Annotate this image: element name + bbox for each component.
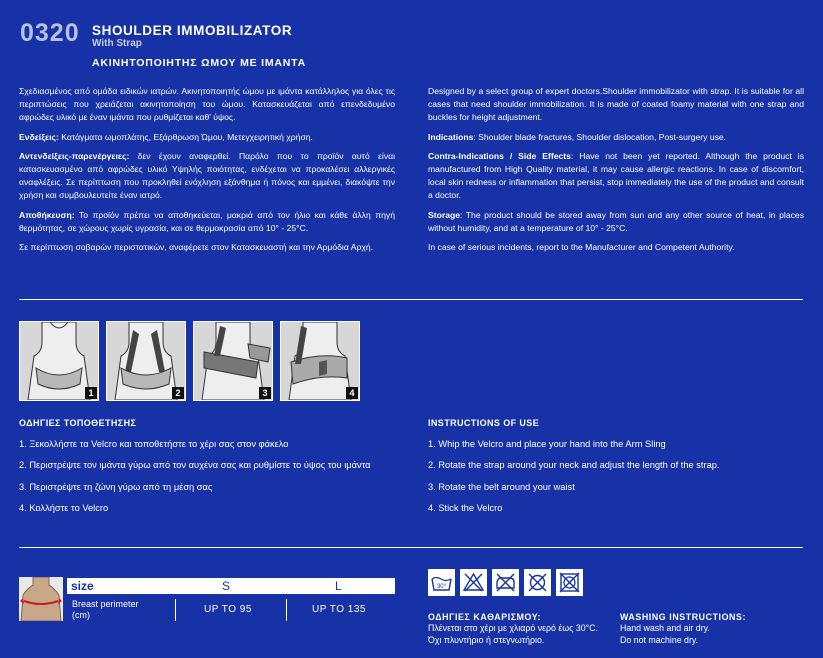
washing-english-line-1: Hand wash and air dry. bbox=[620, 623, 710, 633]
english-step-4: 4. Stick the Velcro bbox=[428, 502, 503, 513]
english-contra-text: : Have not been yet reported. Although the product is manufactured from High Quality material, it may cause allergic reactions. In case of discomfort, local skin redness or inflammation that persist, stop immediately the use of the product and consult a doctor. bbox=[428, 150, 804, 201]
divider-top bbox=[19, 299, 803, 300]
washing-greek-line-1: Πλένεται στο χέρι με χλιαρό νερό έως 30°C. bbox=[428, 623, 598, 633]
figure-2 bbox=[106, 321, 186, 401]
english-step-1: 1. Whip the Velcro and place your hand into the Arm Sling bbox=[428, 439, 666, 449]
no-bleach-icon bbox=[460, 569, 487, 596]
figure-3 bbox=[193, 321, 273, 401]
breast-perimeter-label: Breast perimeter bbox=[72, 599, 139, 609]
hand-wash-30-icon bbox=[428, 569, 455, 596]
greek-storage-label: Αποθήκευση: bbox=[19, 209, 75, 220]
instructions-english bbox=[428, 434, 720, 519]
washing-greek bbox=[428, 612, 598, 646]
divider-bottom bbox=[19, 547, 803, 548]
washing-greek-line-2: Όχι πλυντήριο ή στεγνωτήριο. bbox=[428, 635, 545, 645]
size-divider-1 bbox=[175, 599, 176, 621]
size-header: size bbox=[71, 579, 94, 593]
figure-4-number: 4 bbox=[346, 387, 358, 399]
english-indications-label: Indications bbox=[428, 131, 474, 142]
product-title-greek: ΑΚΙΝΗΤΟΠΟΙΗΤΗΣ ΩΜΟΥ ΜΕ ΙΜΑΝΤΑ bbox=[92, 57, 306, 69]
greek-contraindications bbox=[19, 150, 395, 203]
greek-storage bbox=[19, 209, 395, 235]
greek-contra-text: δεν έχουν αναφερθεί. Παρόλο που το προϊόν αυτό είναι κατασκευασμένο από αφρώδες υλικό Υψηλής ποιότητας, ενδέχεται να προκαλέσει αλλεργικές αναφλέξεις. Σε περίπτωση που προκληθεί ενόχληση εξάνθημα ή πόνος και εμμένει, διακόψτε την χρήση και συμβουλευτείτε έναν ιατρό. bbox=[19, 150, 395, 201]
size-l-value: UP TO 135 bbox=[312, 604, 366, 615]
greek-indications-text: Κατάγματα ωμοπλάτης, Εξάρθρωση Ώμου, Μετεγχειρητική χρήση. bbox=[58, 131, 313, 142]
product-title: SHOULDER IMMOBILIZATOR bbox=[92, 23, 293, 38]
english-step-2: 2. Rotate the strap around your neck and adjust the length of the strap. bbox=[428, 460, 720, 471]
greek-step-1: 1. Ξεκολλήστε τα Velcro και τοποθετήστε το χέρι σας στον φάκελο bbox=[19, 439, 289, 449]
english-storage-label: Storage bbox=[428, 209, 460, 220]
greek-step-4: 4. Κολλήστε το Velcro bbox=[19, 502, 109, 513]
size-header-row bbox=[67, 578, 395, 594]
greek-serious-incidents: Σε περίπτωση σοβαρών περιστατικών, αναφέρετε στον Κατασκευαστή και την Αρμόδια Αρχή. bbox=[19, 242, 374, 253]
greek-contra-label: Αντενδείξεις-παρενέργειες: bbox=[19, 150, 130, 161]
greek-intro: Σχεδιασμένος από ομάδα ειδικών ιατρών. Ακινητοποιητής ώμου με ιμάντα κατάλληλος για όλες τις περιπτώσεις που χρειάζεται ακινητοποίηση του ώμου. Κατασκευάζεται από επενδεδυμένο αφρώδες υλικό με έναν ιμάντα που ρυθμίζεται καθ' ύψος. bbox=[19, 86, 395, 123]
figure-3-number: 3 bbox=[259, 387, 271, 399]
figure-1-number: 1 bbox=[85, 387, 97, 399]
english-description bbox=[428, 85, 804, 260]
no-iron-icon bbox=[492, 569, 519, 596]
english-storage-text: : The product should be stored away from sun and any other source of heat, in places without humidity, and at a temperature of 10° - 25°C. bbox=[428, 209, 804, 233]
english-indications-text: : Shoulder blade fractures, Shoulder dislocation, Post-surgery use. bbox=[473, 131, 727, 142]
figure-2-number: 2 bbox=[172, 387, 184, 399]
instructions-title-english: INSTRUCTIONS OF USE bbox=[428, 418, 540, 428]
greek-indications-label: Ενδείξεις: bbox=[19, 131, 59, 142]
washing-title-greek: ΟΔΗΓΙΕΣ ΚΑΘΑΡΙΣΜΟΥ: bbox=[428, 612, 542, 622]
washing-english bbox=[620, 612, 746, 646]
greek-indications bbox=[19, 131, 395, 144]
no-dry-clean-icon bbox=[524, 569, 551, 596]
english-intro: Designed by a select group of expert doctors.Shoulder immobilizator with strap. It is suitable for all cases that need shoulder immobilization. It is made of coated foamy material with one strap and buckles for height adjustment. bbox=[428, 86, 804, 123]
english-contraindications bbox=[428, 150, 804, 203]
size-l-label: L bbox=[335, 579, 342, 593]
english-indications bbox=[428, 131, 804, 144]
product-code: 0320 bbox=[20, 19, 80, 47]
washing-english-line-2: Do not machine dry. bbox=[620, 635, 699, 645]
figure-4 bbox=[280, 321, 360, 401]
no-tumble-dry-icon bbox=[556, 569, 583, 596]
instructions-greek bbox=[19, 434, 371, 519]
size-s-label: S bbox=[222, 579, 231, 593]
size-divider-2 bbox=[286, 599, 287, 621]
english-contra-label: Contra-Indications / Side Effects bbox=[428, 150, 571, 161]
size-s-value: UP TO 95 bbox=[204, 604, 252, 615]
figure-1 bbox=[19, 321, 99, 401]
greek-step-2: 2. Περιστρέψτε τον ιμάντα γύρω από τον αυχένα σας και ρυθμίστε το ύψος του ιμάντα bbox=[19, 460, 371, 471]
english-step-3: 3. Rotate the belt around your waist bbox=[428, 481, 575, 492]
size-row-label bbox=[72, 599, 139, 621]
greek-storage-text: Το προϊόν πρέπει να αποθηκεύεται, μακριά από τον ήλιο και κάθε άλλη πηγή θερμότητας, σε χώρους χωρίς υγρασία, και σε θερμοκρασία από 10° - 25°C. bbox=[19, 209, 395, 233]
greek-description bbox=[19, 85, 395, 260]
instructions-title-greek: ΟΔΗΓΙΕΣ ΤΟΠΟΘΕΤΗΣΗΣ bbox=[19, 418, 137, 428]
english-serious-incidents: In case of serious incidents, report to the Manufacturer and Competent Authority. bbox=[428, 242, 735, 253]
product-subtitle: With Strap bbox=[92, 38, 142, 49]
wash-temp-label: 30° bbox=[436, 584, 447, 590]
washing-title-english: WASHING INSTRUCTIONS: bbox=[620, 612, 746, 622]
english-storage bbox=[428, 209, 804, 235]
torso-measure-icon bbox=[19, 577, 63, 621]
greek-step-3: 3. Περιστρέψτε τη ζώνη γύρω από τη μέση σας bbox=[19, 481, 213, 492]
unit-label: (cm) bbox=[72, 610, 90, 620]
